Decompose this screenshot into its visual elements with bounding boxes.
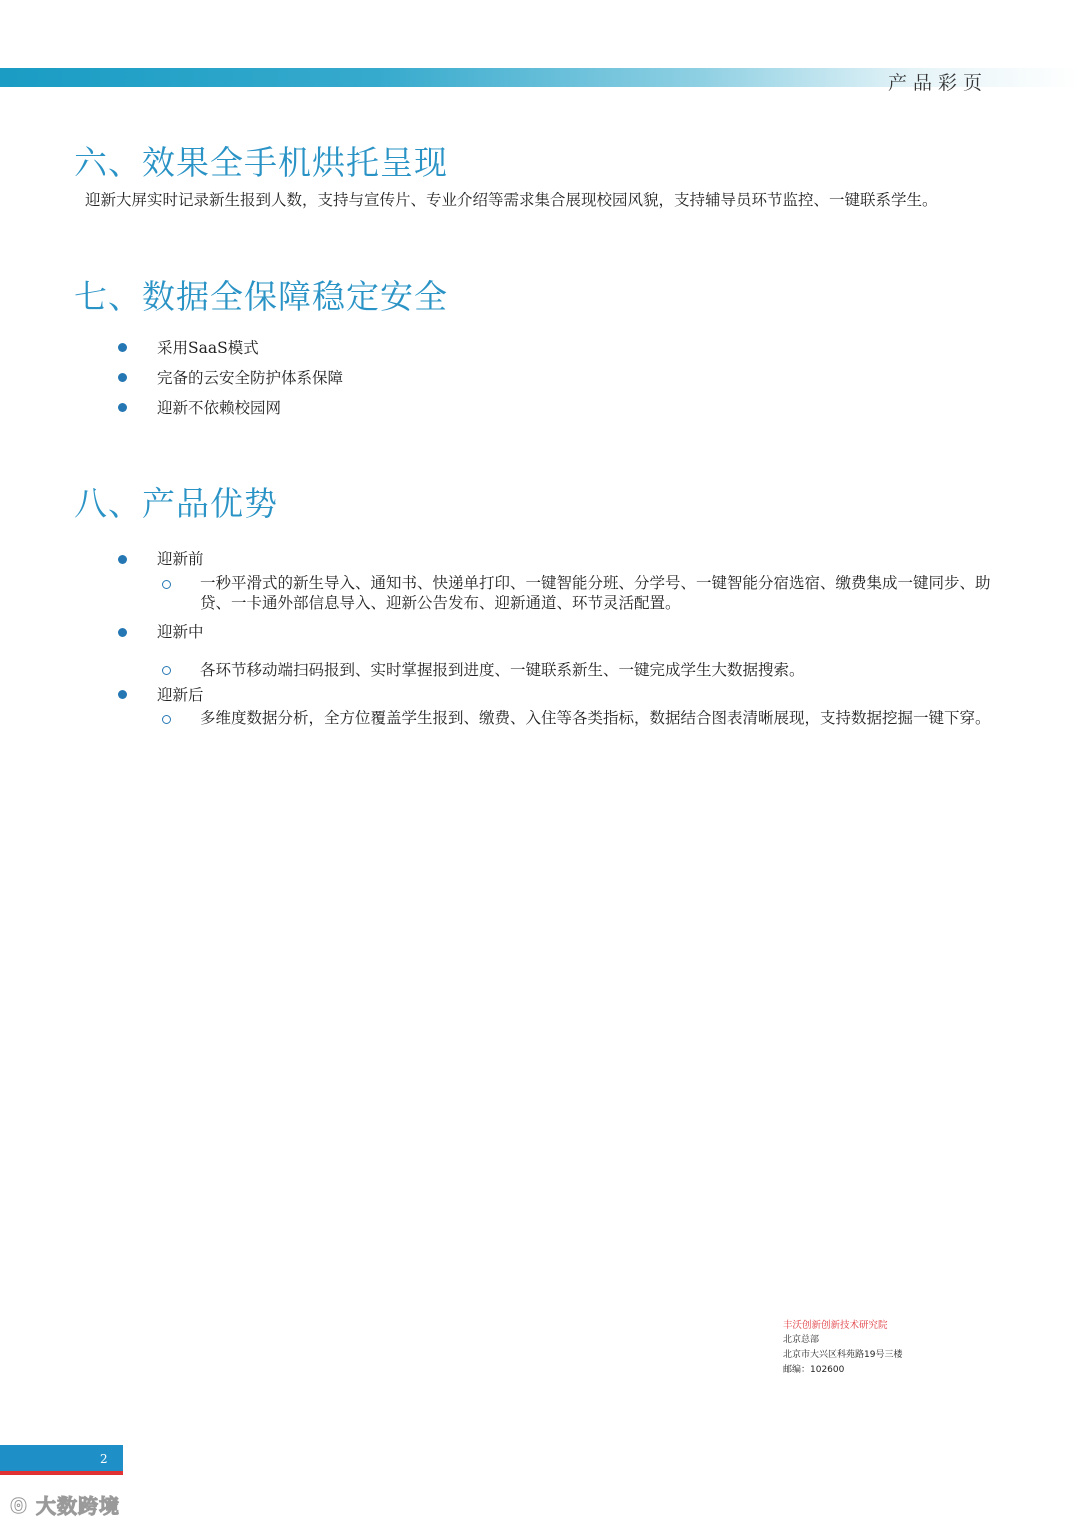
address-block <box>783 1318 902 1378</box>
sub-bullet-circle-icon <box>162 715 171 724</box>
section-6-heading: 六、效果全手机烘托呈现 <box>74 143 448 182</box>
sub-bullet-circle-icon <box>162 580 171 589</box>
bullet-dot-icon <box>118 690 127 699</box>
bullet-dot-icon <box>118 555 127 564</box>
bullet-dot-icon <box>118 373 127 382</box>
list-item-label: 完备的云安全防护体系保障 <box>157 369 344 387</box>
watermark-logo-icon: ʘ <box>10 1494 29 1518</box>
section-8-heading: 八、产品优势 <box>74 484 278 523</box>
header-title: 产品彩页 <box>887 72 988 94</box>
sub-bullet-circle-icon <box>162 666 171 675</box>
list-item-label: 迎新前 <box>157 550 204 568</box>
list-item-label: 采用SaaS模式 <box>157 339 259 357</box>
watermark <box>10 1490 120 1519</box>
bullet-dot-icon <box>118 403 127 412</box>
section-6-text: 迎新大屏实时记录新生报到人数，支持与宣传片、专业介绍等需求集合展现校园风貌，支持辅导员环节监控、一键联系学生。 <box>85 191 938 209</box>
section-7-heading: 七、数据全保障稳定安全 <box>74 277 448 316</box>
organization-name: 丰沃创新创新技术研究院 <box>783 1320 888 1331</box>
list-item-detail: 各环节移动端扫码报到、实时掌握报到进度、一键联系新生、一键完成学生大数据搜索。 <box>200 661 805 679</box>
postcode: 邮编：102600 <box>783 1365 845 1375</box>
watermark-text: 大数跨境 <box>35 1494 120 1518</box>
list-item-detail: 多维度数据分析，全方位覆盖学生报到、缴费、入住等各类指标，数据结合图表清晰展现，支持数据挖掘一键下穿。 <box>200 709 991 727</box>
list-item-label: 迎新后 <box>157 686 204 704</box>
street-address: 北京市大兴区科苑路19号三楼 <box>783 1350 903 1360</box>
list-item-label: 迎新中 <box>157 623 204 641</box>
list-item-detail: 一秒平滑式的新生导入、通知书、快递单打印、一键智能分班、分学号、一键智能分宿选宿、缴费集成一键同步、助贷、一卡通外部信息导入、迎新公告发布、迎新通道、环节灵活配置。 <box>200 574 991 612</box>
bullet-dot-icon <box>118 343 127 352</box>
headquarters-label: 北京总部 <box>783 1335 820 1345</box>
page-number-tab-stripe <box>0 1471 123 1475</box>
bullet-dot-icon <box>118 628 127 637</box>
page-number: 2 <box>100 1452 108 1466</box>
list-item-label: 迎新不依赖校园网 <box>157 399 282 417</box>
